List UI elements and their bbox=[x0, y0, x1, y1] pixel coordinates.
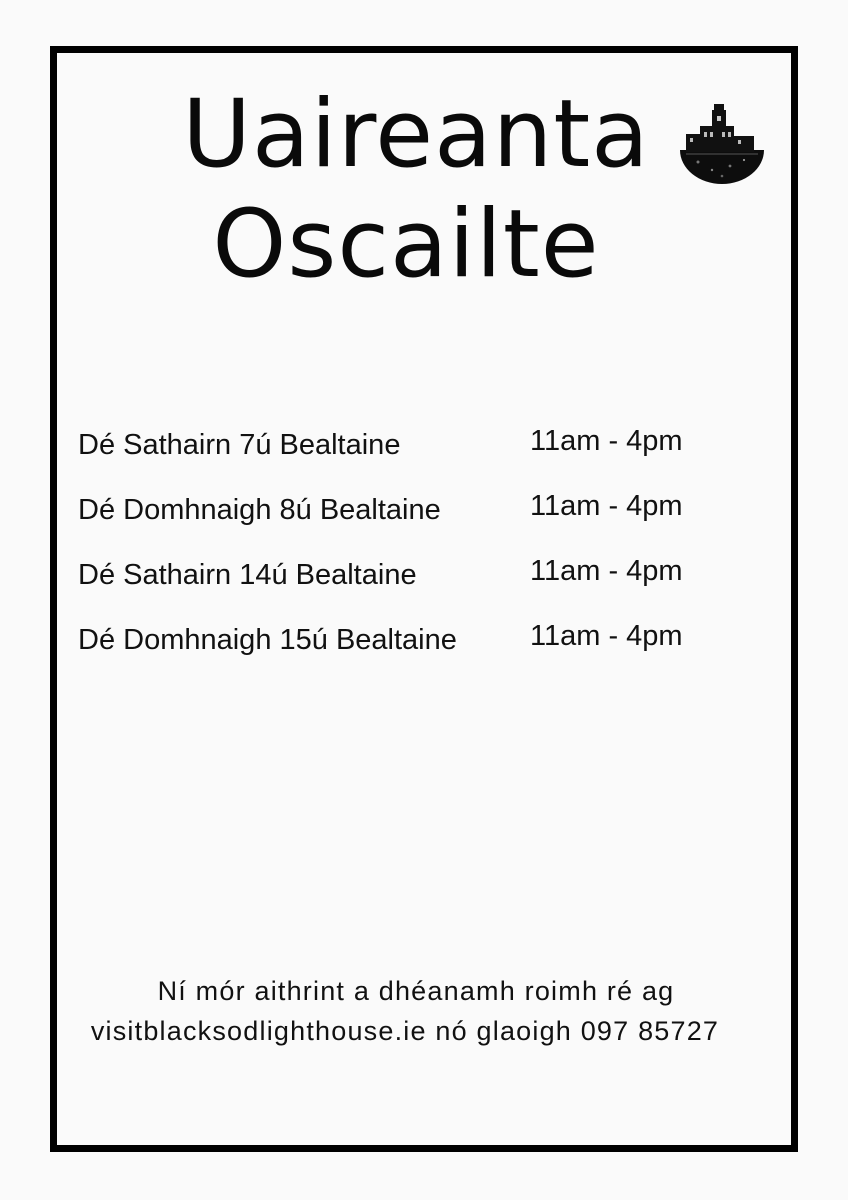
title-line-2: Oscailte bbox=[212, 190, 600, 299]
schedule-day: Dé Domhnaigh 8ú Bealtaine bbox=[78, 494, 441, 526]
schedule-day: Dé Domhnaigh 15ú Bealtaine bbox=[78, 624, 457, 656]
schedule-row bbox=[78, 548, 758, 613]
schedule-row bbox=[78, 613, 758, 678]
title-line-1: Uaireanta bbox=[182, 80, 650, 189]
schedule-row bbox=[78, 418, 758, 483]
booking-contact: visitblacksodlighthouse.ie nó glaoigh 097 85727 bbox=[90, 1016, 720, 1046]
schedule-day: Dé Sathairn 14ú Bealtaine bbox=[78, 559, 417, 591]
lighthouse-icon bbox=[678, 104, 766, 186]
schedule-hours: 11am - 4pm bbox=[530, 425, 683, 457]
schedule-hours: 11am - 4pm bbox=[530, 555, 683, 587]
schedule-row bbox=[78, 483, 758, 548]
opening-hours-list bbox=[78, 418, 758, 678]
booking-notice: Ní mór aithrint a dhéanamh roimh ré ag bbox=[157, 976, 675, 1006]
schedule-hours: 11am - 4pm bbox=[530, 620, 683, 652]
schedule-hours: 11am - 4pm bbox=[530, 490, 683, 522]
schedule-day: Dé Sathairn 7ú Bealtaine bbox=[78, 429, 401, 461]
